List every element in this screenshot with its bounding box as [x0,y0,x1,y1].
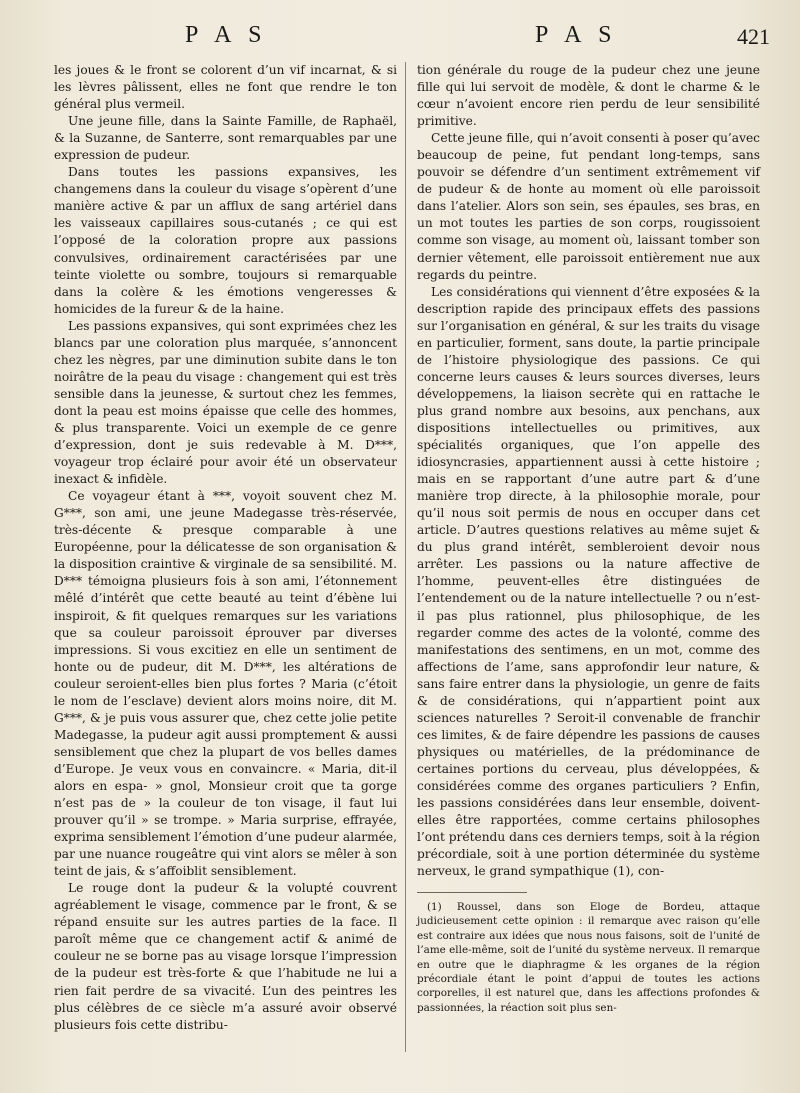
header-word-left: P A S [185,22,268,48]
paragraph: Ce voyageur étant à ***, voyoit souvent chez M. G***, son ami, une jeune Madegasse très-réservée, très-décente & presque comparable à une Européenne, pour la délicatesse de son organisation & la disposition craintive & virginale de sa sensibilité. M. D*** témoigna plusieurs fois à son ami, l’étonnement mêlé d’intérêt que cette beauté au teint d’ébène lui inspiroit, & fit quelques remarques sur les variations que sa couleur paroissoit éprouver par diverses impressions. Si vous excitiez en elle un sentiment de honte ou de pudeur, dit M. D***, les altérations de couleur seroient-elles bien plus fortes ? Maria (c’étoit le nom de l’esclave) devient alors moins noire, dit M. G***, & je puis vous assurer que, chez cette jolie petite Madegasse, la pudeur agit aussi promptement & aussi sensiblement que chez la plupart de vos belles dames d’Europe. Je veux vous en convaincre. « Maria, dit-il alors en espa- » gnol, Monsieur croit que ta gorge n’est pas de » la couleur de ton visage, il faut lui prouver qu’il » se trompe. » Maria surprise, effrayée, exprima sensiblement l’émotion d’une pudeur alarmée, par une nuance rougeâtre qui vint alors se mêler à son teint de jais, & s’affoiblit sensiblement. [54,489,397,879]
paragraph: Une jeune fille, dans la Sainte Famille, de Raphaël, & la Suzanne, de Santerre, sont remarquables par une expression de pudeur. [54,114,397,163]
paragraph: les joues & le front se colorent d’un vif incarnat, & si les lèvres pâlissent, elles ne font que rendre le ton général plus vermeil. [54,63,397,112]
paragraph: Les considérations qui viennent d’être exposées & la description rapide des principaux effets des passions sur l’organisation en général, & sur les traits du visage en particulier, forment, sans doute, la partie principale de l’histoire physiologique des passions. Ce qui concerne leurs causes & leurs sources diverses, leurs développemens, la liaison secrète qui en rattache le plus grand nombre aux besoins, aux penchans, aux dispositions intellectuelles ou primitives, aux spécialités organiques, que l’on appelle des idiosyncrasies, appartiennent aussi à cette histoire ; mais en se rapportant d’une autre part & d’une manière trop directe, à la philosophie morale, pour qu’il nous soit permis de nous en occuper dans cet article. D’autres questions relatives au même sujet & du plus grand intérêt, sembleroient devoir nous arrêter. Les passions ou la nature affective de l’homme, peuvent-elles être distinguées de l’entendement ou de la nature intellectuelle ? ou n’est-il pas plus rationnel, plus philosophique, de les regarder comme des actes de la volonté, comme des manifestations des sentimens, en un mot, comme des affections de l’ame, sans approfondir leur nature, & sans faire entrer dans la physiologie, un genre de faits & de considérations, qui n’appartient point aux sciences naturelles ? Seroit-il convenable de franchir ces limites, & de faire dépendre les passions de causes physiques ou matérielles, de la prédominance de certaines portions du cerveau, plus développées, & considérées comme des organes particuliers ? Enfin, les passions considérées dans leur ensemble, doivent-elles être rapportées, comme certains philosophes l’ont prétendu dans ces derniers temps, soit à la région précordiale, soit à une portion déterminée du système nerveux, le grand sympathique (1), con- [417,284,760,879]
paragraph: Le rouge dont la pudeur & la volupté couvrent agréablement le visage, commence par le front, & se répand ensuite sur les autres parties de la face. Il paroît même que ce changement actif & animé de couleur ne se borne pas au visage lorsque l’impression de la pudeur est très-forte & que l’habitude ne lui a rien fait perdre de sa vivacité. L’un des peintres les plus célèbres de ce siècle m’a assuré avoir observé plusieurs fois cette distribu- [54,881,397,1032]
paragraph: Dans toutes les passions expansives, les changemens dans la couleur du visage s’opèrent d’une manière active & par un afflux de sang artériel dans les vaisseaux capillaires sous-cutanés ; ce qui est l’opposé de la coloration propre aux passions convulsives, ordinairement caractérisées par une teinte violette ou sombre, toujours si remarquable dans la colère & les émotions vengeresses & homicides de la fureur & de la haine. [54,165,397,316]
page-number: 421 [737,24,770,49]
paragraph: Les passions expansives, qui sont exprimées chez les blancs par une coloration plus marquée, s’annoncent chez les nègres, par une diminution subite dans le ton noirâtre de la peau du visage : changement qui est très sensible dans la jeunesse, & surtout chez les femmes, dont la peau est moins épaisse que celle des hommes, & plus transparente. Voici un exemple de ce genre d’expression, dont je suis redevable à M. D***, voyageur trop éclairé pour avoir été un observateur inexact & infidèle. [54,318,397,487]
paragraph: tion générale du rouge de la pudeur chez une jeune fille qui lui servoit de modèle, & dont le charme & le cœur n’avoient encore rien perdu de leur sensibilité primitive. [417,63,760,129]
column-divider [405,62,406,1052]
footnote-rule [417,892,527,893]
header-word-right: P A S [535,22,618,48]
footnote [417,900,760,1015]
running-header [40,22,770,54]
left-column [54,62,397,1034]
paragraph: Cette jeune fille, qui n’avoit consenti à poser qu’avec beaucoup de peine, fut pendant long-temps, sans pouvoir se défendre d’un sentiment extrêmement vif de pudeur & de honte au moment où elle paroissoit dans l’atelier. Alors son sein, ses épaules, ses bras, en un mot toutes les parties de son corps, rougissoient comme son visage, au moment où, laissant tomber son dernier vêtement, elle paroissoit entièrement nue aux regards du peintre. [417,131,760,282]
right-column [417,62,760,880]
footnote-text: (1) Roussel, dans son Eloge de Bordeu, attaque judicieusement cette opinion : il remarque avec raison qu’elle est contraire aux idées que nous nous faisons, soit de l’unité de l’ame elle-même, soit de l’unité du système nerveux. Il remarque en outre que le diaphragme & les organes de la région précordiale étant le point d’appui de toutes les actions corporelles, il est naturel que, dans les affections profondes & passionnées, la réaction soit plus sen- [417,901,760,1014]
